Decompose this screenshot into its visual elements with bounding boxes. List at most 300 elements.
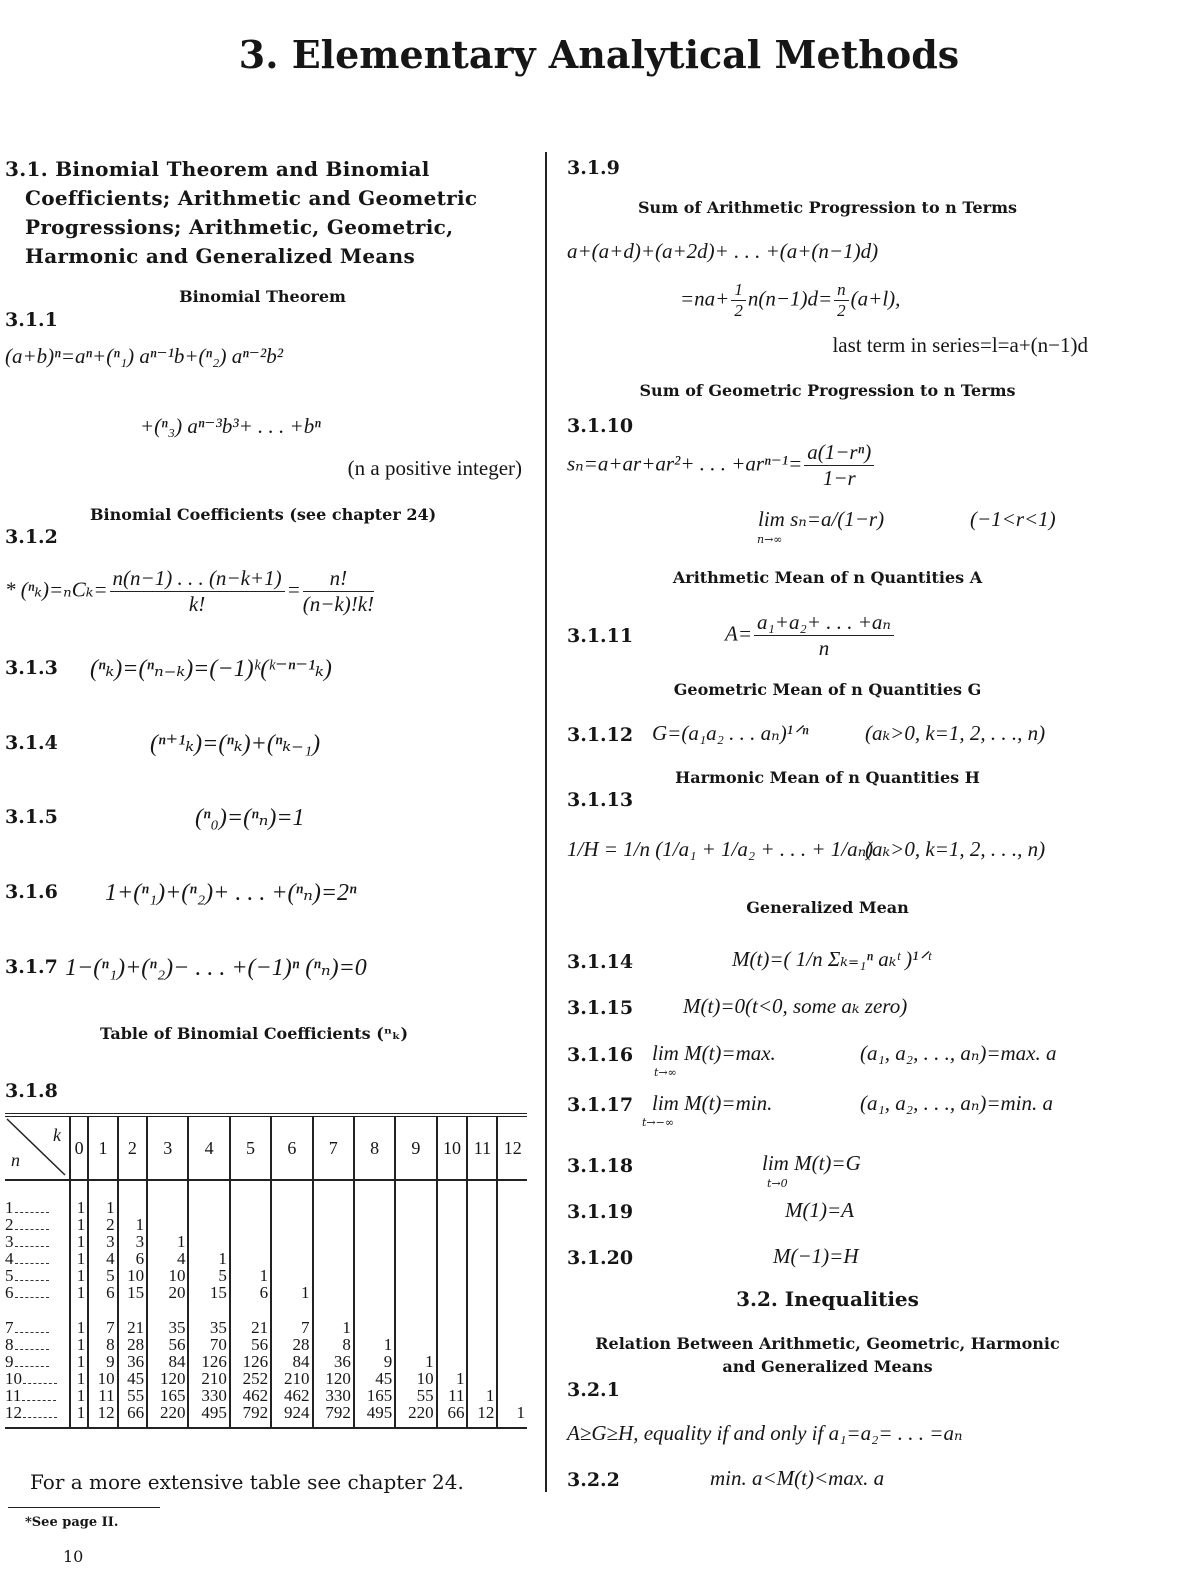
table-cell: [147, 1216, 188, 1233]
eq-3-1-3: (ⁿₖ)=(ⁿₙ₋ₖ)=(−1)ᵏ(ᵏ⁻ⁿ⁻¹ₖ): [90, 656, 332, 682]
row-n-value: 4: [5, 1249, 14, 1268]
spacer-cell: [271, 1180, 312, 1199]
denominator: 2: [734, 301, 743, 320]
table-cell: 1: [70, 1233, 88, 1250]
table-cell: [437, 1284, 468, 1301]
eq-3-1-7: 1−(ⁿ₁)+(ⁿ₂)− . . . +(−1)ⁿ (ⁿₙ)=0: [65, 955, 367, 981]
eq-number-3-1-7: 3.1.7: [5, 956, 58, 978]
table-row: [5, 1336, 527, 1353]
table-cell: 120: [313, 1370, 354, 1387]
spacer-cell: [354, 1301, 395, 1319]
table-cell: [497, 1250, 527, 1267]
numerator: n(n−1) . . . (n−k+1): [110, 566, 285, 592]
table-cell: 55: [395, 1387, 436, 1404]
table-row: [5, 1216, 527, 1233]
table-row: [5, 1199, 527, 1216]
column-divider: [545, 152, 547, 1492]
spacer-cell: [118, 1180, 147, 1199]
table-cell: [497, 1233, 527, 1250]
table-cell: 35: [188, 1319, 229, 1336]
eq-number-3-1-12: 3.1.12: [567, 724, 634, 746]
row-label-n: [5, 1233, 70, 1250]
table-cell: [354, 1319, 395, 1336]
table-row: [5, 1387, 527, 1404]
table-cell: [313, 1250, 354, 1267]
column-header-k-11: 11: [467, 1115, 497, 1180]
table-cell: 36: [313, 1353, 354, 1370]
table-cell: 56: [147, 1336, 188, 1353]
table-cell: [354, 1233, 395, 1250]
spacer-cell: [147, 1301, 188, 1319]
table-cell: [188, 1233, 229, 1250]
table-cell: 20: [147, 1284, 188, 1301]
spacer-row: [5, 1180, 527, 1199]
eq-3-1-4: (ⁿ⁺¹ₖ)=(ⁿₖ)+(ⁿₖ₋₁): [150, 731, 321, 757]
table-cell: 1: [230, 1267, 271, 1284]
binomial-coefficients-heading: Binomial Coefficients (see chapter 24): [90, 505, 437, 524]
spacer-cell: [313, 1180, 354, 1199]
fraction: [834, 280, 849, 321]
table-cell: 1: [354, 1336, 395, 1353]
table-cell: [437, 1250, 468, 1267]
table-cell: [467, 1336, 497, 1353]
footnote-star: *: [5, 577, 16, 602]
table-cell: [395, 1267, 436, 1284]
eq-number-3-1-8: 3.1.8: [5, 1080, 58, 1102]
column-header-k-3: 3: [147, 1115, 188, 1180]
column-header-k-10: 10: [437, 1115, 468, 1180]
table-heading: Table of Binomial Coefficients (ⁿₖ): [100, 1024, 409, 1043]
table-cell: 45: [118, 1370, 147, 1387]
fraction: [731, 280, 746, 321]
gen-mean-heading: Generalized Mean: [746, 898, 909, 917]
table-cell: 1: [70, 1370, 88, 1387]
table-cell: [354, 1250, 395, 1267]
table-cell: [437, 1336, 468, 1353]
table-row: [5, 1353, 527, 1370]
table-cell: 126: [230, 1353, 271, 1370]
spacer-cell: [497, 1301, 527, 1319]
table-cell: [467, 1353, 497, 1370]
table-cell: 495: [354, 1404, 395, 1428]
spacer-cell: [313, 1301, 354, 1319]
eq-number-3-1-4: 3.1.4: [5, 732, 58, 754]
table-cell: 1: [437, 1370, 468, 1387]
table-cell: 5: [188, 1267, 229, 1284]
page-title: 3. Elementary Analytical Methods: [238, 32, 960, 77]
table-cell: 1: [188, 1250, 229, 1267]
leader-dots: [15, 1263, 49, 1264]
table-cell: 1: [497, 1404, 527, 1428]
fraction: [110, 566, 285, 617]
table-cell: 792: [230, 1404, 271, 1428]
column-header-k-4: 4: [188, 1115, 229, 1180]
table-cell: [437, 1319, 468, 1336]
table-row: [5, 1267, 527, 1284]
table-cell: 792: [313, 1404, 354, 1428]
eq-part: =na+: [680, 286, 730, 311]
table-cell: 21: [230, 1319, 271, 1336]
table-cell: [395, 1284, 436, 1301]
row-n-value: 7: [5, 1318, 14, 1337]
table-cell: 66: [118, 1404, 147, 1428]
table-cell: 1: [70, 1216, 88, 1233]
eq-number-3-2-2: 3.2.2: [567, 1469, 620, 1491]
table-cell: [188, 1199, 229, 1216]
table-cell: [395, 1336, 436, 1353]
eq-number-3-1-13: 3.1.13: [567, 789, 634, 811]
binomial-coefficients-table: [5, 1113, 527, 1429]
spacer-cell: [88, 1301, 117, 1319]
table-cell: [354, 1267, 395, 1284]
eq-3-1-13-condition: (aₖ>0, k=1, 2, . . ., n): [865, 837, 1046, 861]
eq-3-1-10: [567, 440, 876, 491]
fraction: [754, 610, 894, 661]
table-cell: 15: [188, 1284, 229, 1301]
binomial-theorem-heading: Binomial Theorem: [179, 287, 346, 306]
row-label-n: [5, 1199, 70, 1216]
row-n-value: 5: [5, 1266, 14, 1285]
table-corner: [5, 1115, 70, 1180]
denominator: 2: [837, 301, 846, 320]
table-cell: 924: [271, 1404, 312, 1428]
spacer-cell: [70, 1301, 88, 1319]
table-cell: 1: [70, 1199, 88, 1216]
eq-part: A=: [725, 621, 752, 646]
table-cell: [313, 1233, 354, 1250]
table-cell: 6: [230, 1284, 271, 1301]
leader-dots: [15, 1246, 49, 1247]
table-cell: 4: [88, 1250, 117, 1267]
table-cell: 84: [147, 1353, 188, 1370]
equals: =: [286, 577, 301, 602]
spacer-cell: [230, 1180, 271, 1199]
table-cell: [354, 1199, 395, 1216]
row-n-value: 11: [5, 1386, 22, 1405]
table-cell: 12: [88, 1404, 117, 1428]
table-cell: 4: [147, 1250, 188, 1267]
numerator: a(1−rⁿ): [804, 440, 874, 466]
spacer-cell: [271, 1301, 312, 1319]
table-cell: [437, 1233, 468, 1250]
table-cell: [354, 1216, 395, 1233]
table-cell: 126: [188, 1353, 229, 1370]
table-cell: [395, 1199, 436, 1216]
eq-3-1-10-condition: (−1<r<1): [970, 507, 1056, 531]
table-cell: [147, 1199, 188, 1216]
eq-number-3-1-2: 3.1.2: [5, 526, 58, 548]
eq-3-1-12: G=(a₁a₂ . . . aₙ)¹ᐟⁿ: [652, 721, 809, 745]
table-cell: [497, 1387, 527, 1404]
leader-dots: [23, 1417, 57, 1418]
table-row: [5, 1233, 527, 1250]
numerator: 1: [731, 280, 746, 301]
spacer-cell: [467, 1301, 497, 1319]
table-cell: [467, 1216, 497, 1233]
footnote-rule: [8, 1507, 160, 1508]
spacer-row: [5, 1301, 527, 1319]
table-cell: [497, 1216, 527, 1233]
table-cell: [271, 1250, 312, 1267]
table-cell: 1: [70, 1250, 88, 1267]
eq-3-1-17-rhs: (a₁, a₂, . . ., aₙ)=min. a: [860, 1091, 1054, 1115]
geo-mean-heading: Geometric Mean of n Quantities G: [673, 680, 982, 699]
column-header-k-8: 8: [354, 1115, 395, 1180]
table-cell: 210: [271, 1370, 312, 1387]
table-cell: 66: [437, 1404, 468, 1428]
section-heading-3-2: 3.2. Inequalities: [736, 1287, 919, 1311]
table-cell: [497, 1319, 527, 1336]
eq-number-3-1-1: 3.1.1: [5, 309, 58, 331]
row-label-n: [5, 1404, 70, 1428]
table-cell: 1: [118, 1216, 147, 1233]
eq-part: n(n−1)d=: [747, 286, 833, 311]
table-cell: [395, 1250, 436, 1267]
row-label-n: [5, 1250, 70, 1267]
table-cell: [313, 1284, 354, 1301]
arith-mean-heading: Arithmetic Mean of n Quantities A: [672, 568, 983, 587]
eq-part: sₙ=a+ar+ar²+ . . . +arⁿ⁻¹=: [567, 451, 803, 476]
eq-3-1-15: M(t)=0(t<0, some aₖ zero): [683, 994, 908, 1018]
eq-3-1-9-line2: [680, 280, 900, 321]
leader-dots: [15, 1212, 49, 1213]
eq-3-1-19: M(1)=A: [785, 1198, 854, 1222]
spacer-cell: [5, 1301, 70, 1319]
table-cell: [313, 1267, 354, 1284]
eq-3-1-16-rhs: (a₁, a₂, . . ., aₙ)=max. a: [860, 1041, 1057, 1065]
table-cell: 1: [70, 1319, 88, 1336]
leader-dots: [15, 1332, 49, 1333]
table-row: [5, 1284, 527, 1301]
row-label-n: [5, 1336, 70, 1353]
eq-3-1-14: M(t)=( 1/n Σₖ₌₁ⁿ aₖᵗ )¹ᐟᵗ: [732, 947, 931, 971]
footnote: *See page II.: [25, 1515, 119, 1530]
leader-dots: [22, 1400, 56, 1401]
table-cell: [497, 1267, 527, 1284]
denominator: (n−k)!k!: [302, 592, 375, 616]
table-cell: 45: [354, 1370, 395, 1387]
eq-number-3-1-9: 3.1.9: [567, 157, 620, 179]
table-cell: 1: [70, 1387, 88, 1404]
table-cell: 6: [118, 1250, 147, 1267]
table-cell: [437, 1353, 468, 1370]
column-header-k-12: 12: [497, 1115, 527, 1180]
eq-3-1-11: [725, 610, 896, 661]
table-cell: 1: [70, 1404, 88, 1428]
table-cell: [395, 1216, 436, 1233]
row-n-value: 12: [5, 1403, 22, 1422]
column-header-k-5: 5: [230, 1115, 271, 1180]
table-cell: 10: [395, 1370, 436, 1387]
table-cell: 462: [271, 1387, 312, 1404]
row-label-n: [5, 1319, 70, 1336]
table-cell: 7: [271, 1319, 312, 1336]
row-n-value: 2: [5, 1215, 14, 1234]
table-cell: [497, 1284, 527, 1301]
table-cell: 252: [230, 1370, 271, 1387]
table-cell: 1: [70, 1267, 88, 1284]
column-header-k-1: 1: [88, 1115, 117, 1180]
eq-number-3-1-20: 3.1.20: [567, 1247, 634, 1269]
section-heading-3-1: 3.1. Binomial Theorem and Binomial Coefficients; Arithmetic and Geometric Progressions; Arithmetic, Geometric, Harmonic and Generalized Means: [5, 157, 478, 268]
denominator: n: [818, 636, 830, 660]
table-row: [5, 1319, 527, 1336]
table-cell: [467, 1319, 497, 1336]
table-cell: [313, 1216, 354, 1233]
table-cell: 12: [467, 1404, 497, 1428]
table-row: [5, 1370, 527, 1387]
table-cell: [230, 1199, 271, 1216]
leader-dots: [15, 1349, 49, 1350]
column-header-k-6: 6: [271, 1115, 312, 1180]
harm-mean-heading: Harmonic Mean of n Quantities H: [675, 768, 980, 787]
eq-3-1-5: (ⁿ₀)=(ⁿₙ)=1: [195, 805, 305, 831]
table-cell: 1: [395, 1353, 436, 1370]
table-cell: [467, 1267, 497, 1284]
table-cell: [271, 1233, 312, 1250]
spacer-cell: [395, 1180, 436, 1199]
spacer-cell: [437, 1180, 468, 1199]
eq-3-1-2: [5, 566, 376, 617]
table-note: For a more extensive table see chapter 24.: [30, 1470, 464, 1494]
table-row: [5, 1404, 527, 1428]
table-cell: [313, 1199, 354, 1216]
eq-number-3-1-17: 3.1.17: [567, 1094, 634, 1116]
limit-subscript: t→0: [767, 1177, 788, 1190]
table-cell: 3: [118, 1233, 147, 1250]
table-cell: 330: [313, 1387, 354, 1404]
table-cell: 11: [88, 1387, 117, 1404]
eq-number-3-1-15: 3.1.15: [567, 997, 634, 1019]
table-cell: [395, 1233, 436, 1250]
table-cell: 220: [395, 1404, 436, 1428]
table-cell: [271, 1267, 312, 1284]
limit-subscript: t→∞: [654, 1066, 677, 1079]
eq-3-1-18: lim M(t)=G: [762, 1151, 861, 1175]
column-header-k-2: 2: [118, 1115, 147, 1180]
table-cell: 1: [70, 1284, 88, 1301]
table-cell: [497, 1370, 527, 1387]
eq-3-1-9-line1: a+(a+d)+(a+2d)+ . . . +(a+(n−1)d): [567, 239, 879, 263]
fraction: [804, 440, 874, 491]
eq-3-1-1-line1: (a+b)ⁿ=aⁿ+(ⁿ₁) aⁿ⁻¹b+(ⁿ₂) aⁿ⁻²b²: [5, 344, 283, 368]
spacer-cell: [497, 1180, 527, 1199]
table-cell: 11: [437, 1387, 468, 1404]
row-n-value: 6: [5, 1283, 14, 1302]
table-cell: 9: [354, 1353, 395, 1370]
eq-3-1-17: lim M(t)=min.: [652, 1091, 773, 1115]
table-cell: [467, 1284, 497, 1301]
table-cell: 10: [88, 1370, 117, 1387]
row-n-value: 10: [5, 1369, 22, 1388]
table-cell: 36: [118, 1353, 147, 1370]
eq-3-1-2-lhs: (ⁿₖ)=ₙCₖ=: [20, 577, 108, 602]
spacer-cell: [147, 1180, 188, 1199]
numerator: n!: [303, 566, 374, 592]
table-cell: 56: [230, 1336, 271, 1353]
eq-number-3-1-6: 3.1.6: [5, 881, 58, 903]
denominator: 1−r: [822, 466, 856, 490]
table-cell: 6: [88, 1284, 117, 1301]
table-cell: [437, 1199, 468, 1216]
column-label-k: k: [53, 1125, 61, 1145]
row-n-value: 1: [5, 1198, 14, 1217]
eq-number-3-1-18: 3.1.18: [567, 1155, 634, 1177]
table-cell: 165: [147, 1387, 188, 1404]
table-cell: 1: [70, 1353, 88, 1370]
leader-dots: [15, 1297, 49, 1298]
relation-heading-line2: and Generalized Means: [722, 1357, 933, 1376]
arith-progression-heading: Sum of Arithmetic Progression to n Terms: [638, 198, 1017, 217]
column-header-k-7: 7: [313, 1115, 354, 1180]
eq-3-2-1: A≥G≥H, equality if and only if a₁=a₂= . . . =aₙ: [567, 1421, 963, 1445]
eq-3-1-6: 1+(ⁿ₁)+(ⁿ₂)+ . . . +(ⁿₙ)=2ⁿ: [105, 880, 357, 906]
table-cell: 1: [88, 1199, 117, 1216]
table-cell: 9: [88, 1353, 117, 1370]
table-cell: 55: [118, 1387, 147, 1404]
table-cell: [437, 1216, 468, 1233]
eq-number-3-1-19: 3.1.19: [567, 1201, 634, 1223]
table-cell: 210: [188, 1370, 229, 1387]
table-cell: [497, 1199, 527, 1216]
table-cell: [497, 1336, 527, 1353]
eq-number-3-2-1: 3.2.1: [567, 1379, 620, 1401]
spacer-cell: [437, 1301, 468, 1319]
geometric-progression-heading: Sum of Geometric Progression to n Terms: [639, 381, 1016, 400]
eq-3-1-1-note: (n a positive integer): [347, 456, 522, 480]
spacer-cell: [5, 1180, 70, 1199]
table-cell: 1: [147, 1233, 188, 1250]
limit-subscript: n→∞: [757, 533, 783, 546]
page-number: 10: [63, 1547, 84, 1566]
table-cell: 15: [118, 1284, 147, 1301]
eq-number-3-1-16: 3.1.16: [567, 1044, 634, 1066]
table-cell: 5: [88, 1267, 117, 1284]
eq-3-1-12-condition: (aₖ>0, k=1, 2, . . ., n): [865, 721, 1046, 745]
table-cell: [467, 1250, 497, 1267]
eq-3-1-1-line2: +(ⁿ₃) aⁿ⁻³b³+ . . . +bⁿ: [140, 414, 321, 438]
eq-number-3-1-3: 3.1.3: [5, 657, 58, 679]
row-label-n: [5, 1267, 70, 1284]
spacer-cell: [188, 1301, 229, 1319]
table-row: [5, 1250, 527, 1267]
numerator: a₁+a₂+ . . . +aₙ: [754, 610, 894, 636]
leader-dots: [23, 1383, 57, 1384]
table-cell: 28: [118, 1336, 147, 1353]
table-cell: 165: [354, 1387, 395, 1404]
table-cell: 462: [230, 1387, 271, 1404]
leader-dots: [15, 1229, 49, 1230]
table-cell: 495: [188, 1404, 229, 1428]
table-cell: [354, 1284, 395, 1301]
table-cell: 1: [467, 1387, 497, 1404]
table-cell: 1: [70, 1336, 88, 1353]
table-cell: [230, 1233, 271, 1250]
eq-3-1-20: M(−1)=H: [773, 1244, 859, 1268]
table-cell: 2: [88, 1216, 117, 1233]
eq-3-1-9-line3: last term in series=l=a+(n−1)d: [832, 333, 1088, 357]
relation-heading-line1: Relation Between Arithmetic, Geometric, Harmonic: [595, 1334, 1060, 1353]
row-label-n: [5, 1370, 70, 1387]
numerator: n: [834, 280, 849, 301]
table-cell: [467, 1233, 497, 1250]
eq-number-3-1-5: 3.1.5: [5, 806, 58, 828]
table-cell: 120: [147, 1370, 188, 1387]
table-cell: [467, 1370, 497, 1387]
table-cell: 8: [313, 1336, 354, 1353]
table-cell: 1: [271, 1284, 312, 1301]
table-cell: 3: [88, 1233, 117, 1250]
